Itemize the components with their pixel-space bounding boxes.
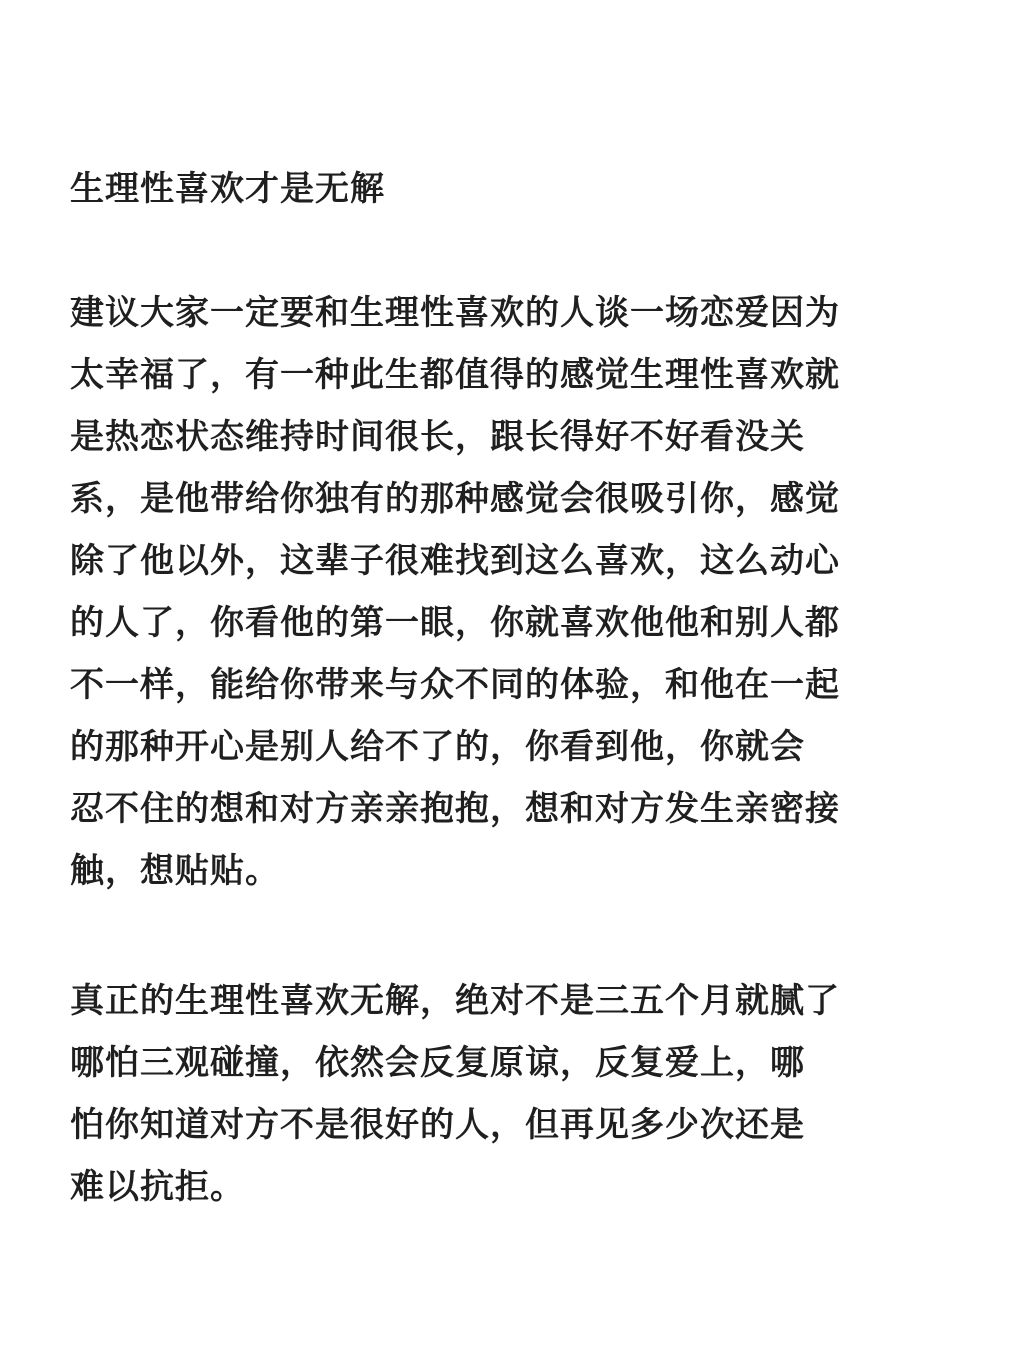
paragraph-line: 难以抗拒。 (70, 1167, 245, 1207)
paragraph-line: 建议大家一定要和生理性喜欢的人谈一场恋爱因为 (70, 293, 840, 333)
paragraph-line: 系，是他带给你独有的那种感觉会很吸引你，感觉 (70, 479, 840, 519)
paragraph-line: 除了他以外，这辈子很难找到这么喜欢，这么动心 (70, 541, 840, 581)
document-title: 生理性喜欢才是无解 (70, 169, 385, 209)
paragraph-line: 真正的生理性喜欢无解，绝对不是三五个月就腻了 (70, 981, 840, 1021)
paragraph-line: 怕你知道对方不是很好的人，但再见多少次还是 (70, 1105, 805, 1145)
paragraph-line: 忍不住的想和对方亲亲抱抱，想和对方发生亲密接 (70, 789, 840, 829)
paragraph-line: 哪怕三观碰撞，依然会反复原谅，反复爱上，哪 (70, 1043, 805, 1083)
paragraph-2 (70, 970, 840, 1218)
paragraph-line: 太幸福了，有一种此生都值得的感觉生理性喜欢就 (70, 355, 840, 395)
paragraph-line: 的那种开心是别人给不了的，你看到他，你就会 (70, 727, 805, 767)
paragraph-line: 是热恋状态维持时间很长，跟长得好不好看没关 (70, 417, 805, 457)
paragraph-line: 触，想贴贴。 (70, 851, 280, 891)
paragraph-line: 不一样，能给你带来与众不同的体验，和他在一起 (70, 665, 840, 705)
paragraph-1 (70, 282, 840, 902)
paragraph-line: 的人了，你看他的第一眼，你就喜欢他他和别人都 (70, 603, 840, 643)
